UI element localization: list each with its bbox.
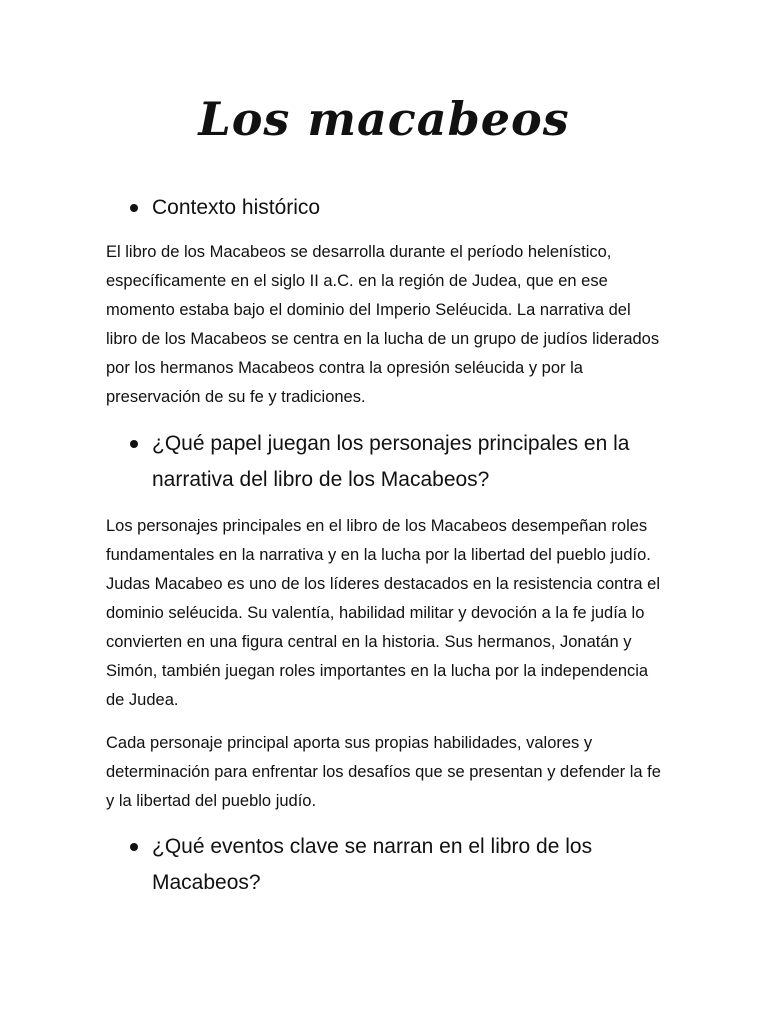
- section-heading-text: Contexto histórico: [152, 196, 321, 219]
- section-heading-text: ¿Qué papel juegan los personajes principales en la narrativa del libro de los Macabeos?: [152, 432, 630, 491]
- bullet-icon: [130, 440, 138, 448]
- bullet-icon: [130, 843, 138, 851]
- section-heading-text: ¿Qué eventos clave se narran en el libro de los Macabeos?: [152, 835, 593, 894]
- paragraph-context: El libro de los Macabeos se desarrolla durante el período helenístico, específicamente en el siglo II a.C. en la región de Judea, que en ese momento estaba bajo el dominio del Imperio Seléucida. La narrativa del libro de los Macabeos se centra en la lucha de un grupo de judíos liderados por los hermanos Macabeos contra la opresión seléucida y por la preservación de su fe y tradiciones.: [106, 243, 660, 406]
- section-heading-events: [130, 829, 672, 901]
- bullet-icon: [130, 204, 138, 212]
- paragraph-characters-1: Los personajes principales en el libro de los Macabeos desempeñan roles fundamentales en la narrativa y en la lucha por la libertad del pueblo judío. Judas Macabeo es uno de los líderes destacados en la resistencia contra el dominio seléucida. Su valentía, habilidad militar y devoción a la fe judía lo convierten en una figura central en la historia. Sus hermanos, Jonatán y Simón, también juegan roles importantes en la lucha por la independencia de Judea.: [106, 517, 660, 709]
- paragraph-characters-2: Cada personaje principal aporta sus propias habilidades, valores y determinación para enfrentar los desafíos que se presentan y defender la fe y la libertad del pueblo judío.: [106, 734, 661, 810]
- section-heading-characters: [130, 426, 672, 498]
- document-title: Los macabeos: [198, 92, 570, 146]
- section-heading-context: [130, 190, 672, 226]
